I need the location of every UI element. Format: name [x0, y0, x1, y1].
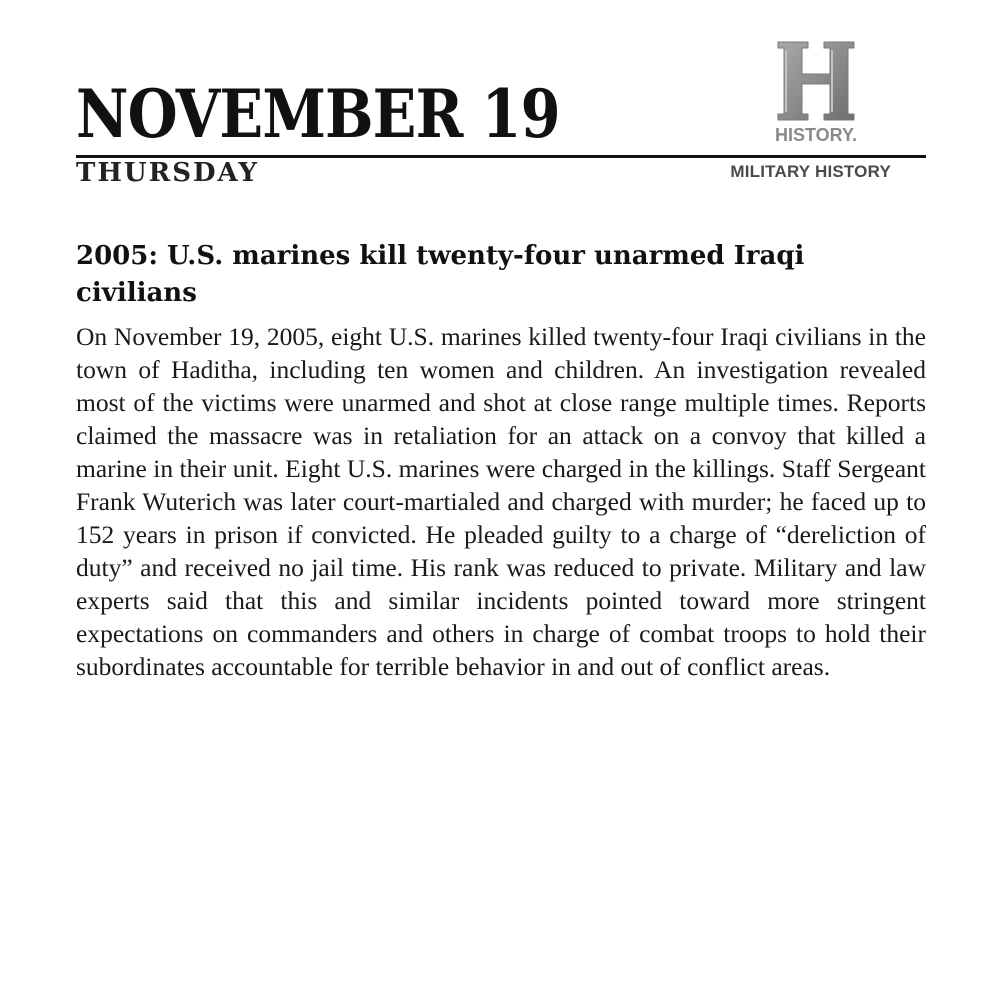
category-label: MILITARY HISTORY: [730, 162, 891, 181]
article: [76, 238, 926, 683]
page-header: [76, 75, 926, 188]
article-body: On November 19, 2005, eight U.S. marines killed twenty-four Iraqi civilians in the town of Haditha, including ten women and children. An investigation revealed most of the victims were unarmed and shot at close range multiple times. Reports claimed the massacre was in retaliation for an attack on a convoy that killed a marine in their unit. Eight U.S. marines were charged in the killings. Staff Sergeant Frank Wuterich was later court-martialed and charged with murder; he faced up to 152 years in prison if convicted. He pleaded guilty to a charge of “dereliction of duty” and received no jail time. His rank was reduced to private. Military and law experts said that this and similar incidents pointed toward more stringent expectations on commanders and others in charge of combat troops to hold their subordinates accountable for terrible behavior in and out of conflict areas.: [76, 322, 926, 681]
weekday-label: THURSDAY: [76, 158, 259, 188]
date-title: NOVEMBER 19: [76, 75, 560, 153]
history-wordmark: HISTORY.: [774, 125, 858, 145]
article-title: 2005: U.S. marines kill twenty-four unarmed Iraqi civilians: [76, 241, 805, 308]
